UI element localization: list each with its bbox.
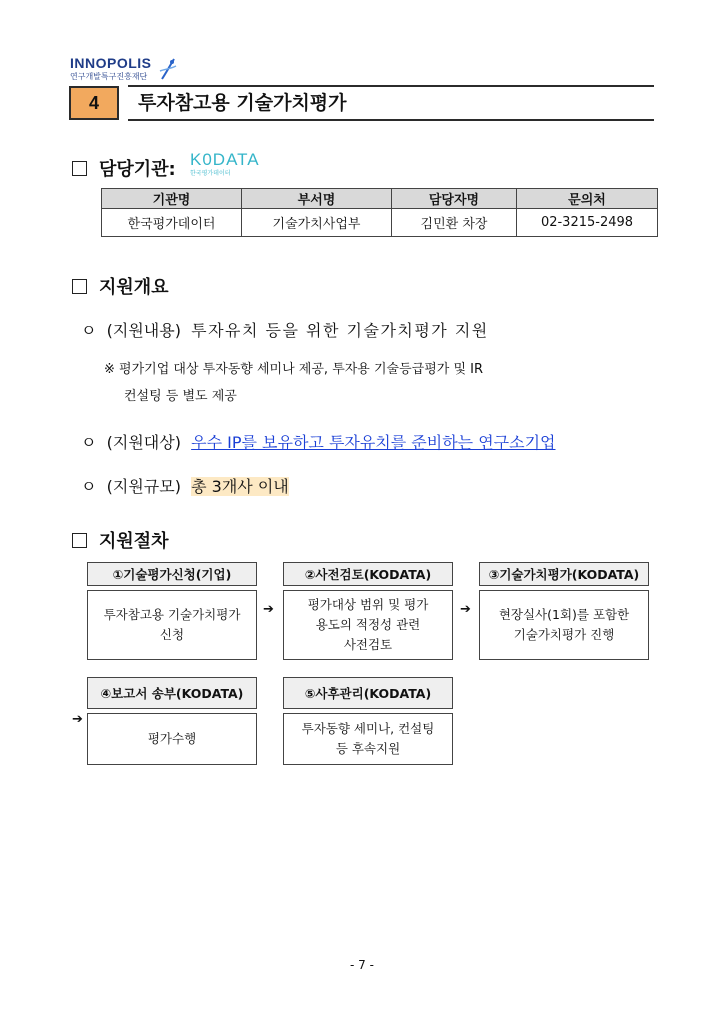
cell-dept: 기술가치사업부 — [242, 209, 392, 237]
step-5 — [283, 677, 453, 765]
section-rule-top — [128, 85, 654, 87]
agency-heading-text: 담당기관: — [99, 159, 176, 180]
step-2 — [283, 562, 453, 660]
arrow-right-icon: ➔ — [460, 602, 471, 617]
step-title: ③기술가치평가(KODATA) — [479, 562, 649, 586]
step-3 — [479, 562, 649, 660]
step-body-line: 평가수행 — [147, 731, 197, 746]
cell-org: 한국평가데이터 — [102, 209, 242, 237]
step-body — [283, 713, 453, 765]
section-rule-bottom — [128, 119, 654, 121]
scale-highlight: 총 3개사 이내 — [191, 477, 289, 496]
bullet-icon: ㅇ — [81, 433, 97, 452]
step-body-line: 등 후속지원 — [335, 741, 401, 756]
contact-table-row — [102, 209, 658, 237]
header-cell-person: 담당자명 — [392, 189, 517, 209]
cell-person: 김민환 차장 — [392, 209, 517, 237]
step-body-line: 용도의 적정성 관련 — [315, 617, 421, 632]
step-body — [87, 713, 257, 765]
step-body-line: 신청 — [159, 627, 185, 642]
header-cell-contact: 문의처 — [517, 189, 658, 209]
step-body-line: 투자참고용 기술가치평가 — [103, 607, 241, 622]
step-body-line: 사전검토 — [343, 637, 393, 652]
kodata-logo-sub: 한국평가데이터 — [190, 170, 231, 177]
step-body — [479, 590, 649, 660]
checkbox-square-icon — [72, 279, 87, 294]
arrow-right-icon: ➔ — [263, 602, 274, 617]
logo-sub-text: 연구개발특구진흥재단 — [70, 72, 148, 81]
checkbox-square-icon — [72, 533, 87, 548]
target-link[interactable]: 우수 IP를 보유하고 투자유치를 준비하는 연구소기업 — [191, 433, 556, 452]
step-body — [283, 590, 453, 660]
step-1 — [87, 562, 257, 660]
header-cell-dept: 부서명 — [242, 189, 392, 209]
kodata-logo — [190, 150, 260, 177]
overview-item-target — [81, 430, 556, 453]
step-4 — [87, 677, 257, 765]
overview-heading-text: 지원개요 — [99, 277, 169, 298]
contact-table — [101, 188, 658, 237]
item-text: 투자유치 등을 위한 기술가치평가 지원 — [191, 321, 489, 340]
overview-heading — [72, 273, 169, 299]
item-label: (지원규모) — [106, 477, 181, 496]
cell-phone: 02-3215-2498 — [517, 209, 658, 237]
contact-table-header — [102, 189, 658, 209]
arrow-right-icon: ➔ — [72, 712, 83, 727]
section-number: 4 — [69, 86, 119, 120]
step-body — [87, 590, 257, 660]
step-body-line: 현장실사(1회)를 포함한 — [498, 607, 630, 622]
agency-heading — [72, 155, 176, 181]
header-cell-org: 기관명 — [102, 189, 242, 209]
logo-main-text: INNOPOLIS — [70, 55, 152, 71]
bullet-icon: ㅇ — [81, 477, 97, 496]
checkbox-square-icon — [72, 161, 87, 176]
overview-note-line1: ※ 평가기업 대상 투자동향 세미나 제공, 투자용 기술등급평가 및 IR — [104, 362, 484, 377]
section-title: 투자참고용 기술가치평가 — [138, 92, 347, 114]
step-body-line: 투자동향 세미나, 컨설팅 — [301, 721, 435, 736]
innopolis-logo — [70, 55, 180, 85]
step-title: ④보고서 송부(KODATA) — [87, 677, 257, 709]
item-label: (지원대상) — [106, 433, 181, 452]
innopolis-mark-icon — [158, 57, 178, 81]
step-title: ①기술평가신청(기업) — [87, 562, 257, 586]
step-body-line: 기술가치평가 진행 — [513, 627, 615, 642]
item-label: (지원내용) — [106, 321, 181, 340]
procedure-heading-text: 지원절차 — [99, 531, 169, 552]
overview-item-scale — [81, 474, 289, 497]
step-title: ②사전검토(KODATA) — [283, 562, 453, 586]
overview-note-line2: 컨설팅 등 별도 제공 — [124, 389, 237, 404]
step-title: ⑤사후관리(KODATA) — [283, 677, 453, 709]
page-number: - 7 - — [350, 958, 374, 972]
kodata-logo-main: K0DATA — [190, 150, 260, 169]
procedure-heading — [72, 527, 169, 553]
bullet-icon: ㅇ — [81, 321, 97, 340]
step-body-line: 평가대상 범위 및 평가 — [307, 597, 429, 612]
overview-item-content — [81, 318, 489, 341]
